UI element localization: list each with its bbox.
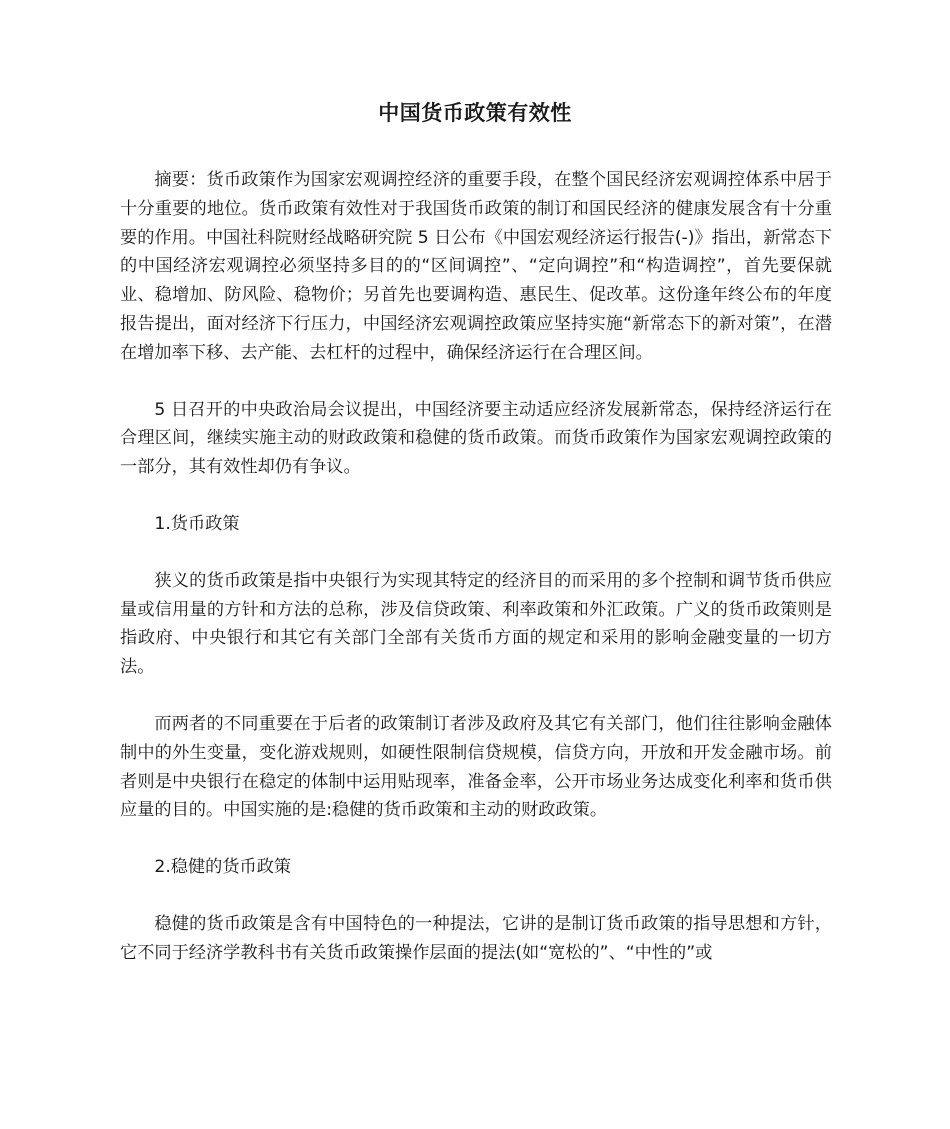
body-paragraph: 狭义的货币政策是指中央银行为实现其特定的经济目的而采用的多个控制和调节货币供应量或信用量的方针和方法的总称，涉及信贷政策、利率政策和外汇政策。广义的货币政策则是指政府、中央银行和其它有关部门全部有关货币方面的规定和采用的影响金融变量的一切方法。	[120, 570, 832, 678]
body-paragraph: 而两者的不同重要在于后者的政策制订者涉及政府及其它有关部门，他们往往影响金融体制中的外生变量，变化游戏规则，如硬性限制信贷规模，信贷方向，开放和开发金融市场。前者则是中央银行在稳定的体制中运用贴现率，准备金率，公开市场业务达成变化利率和货币供应量的目的。中国实施的是:稳健的货币政策和主动的财政政策。	[120, 713, 832, 821]
section-heading: 2.稳健的货币政策	[154, 857, 292, 878]
body-paragraph: 稳健的货币政策是含有中国特色的一种提法，它讲的是制订货币政策的指导思想和方针，它不同于经济学教科书有关货币政策操作层面的提法(如“宽松的”、“中性的”或	[120, 913, 832, 963]
body-paragraph: 5 日召开的中央政治局会议提出，中国经济要主动适应经济发展新常态，保持经济运行在合理区间，继续实施主动的财政政策和稳健的货币政策。而货币政策作为国家宏观调控政策的一部分，其有效性却仍有争议。	[120, 399, 832, 478]
section-heading: 1.货币政策	[154, 513, 240, 534]
document-title: 中国货币政策有效性	[378, 101, 572, 125]
document-body	[120, 166, 832, 996]
abstract-paragraph: 摘要：货币政策作为国家宏观调控经济的重要手段，在整个国民经济宏观调控体系中居于十分重要的地位。货币政策有效性对于我国货币政策的制订和国民经济的健康发展含有十分重要的作用。中国社科院财经战略研究院 5 日公布《中国宏观经济运行报告(-)》指出，新常态下的中国经济宏观调控必须坚持多目的的“区间调控”、“定向调控”和“构造调控”，首先要保就业、稳增加、防风险、稳物价；另首先也要调构造、惠民生、促改革。这份逢年终公布的年度报告提出，面对经济下行压力，中国经济宏观调控政策应坚持实施“新常态下的新对策”，在潜在增加率下移、去产能、去杠杆的过程中，确保经济运行在合理区间。	[120, 170, 832, 363]
